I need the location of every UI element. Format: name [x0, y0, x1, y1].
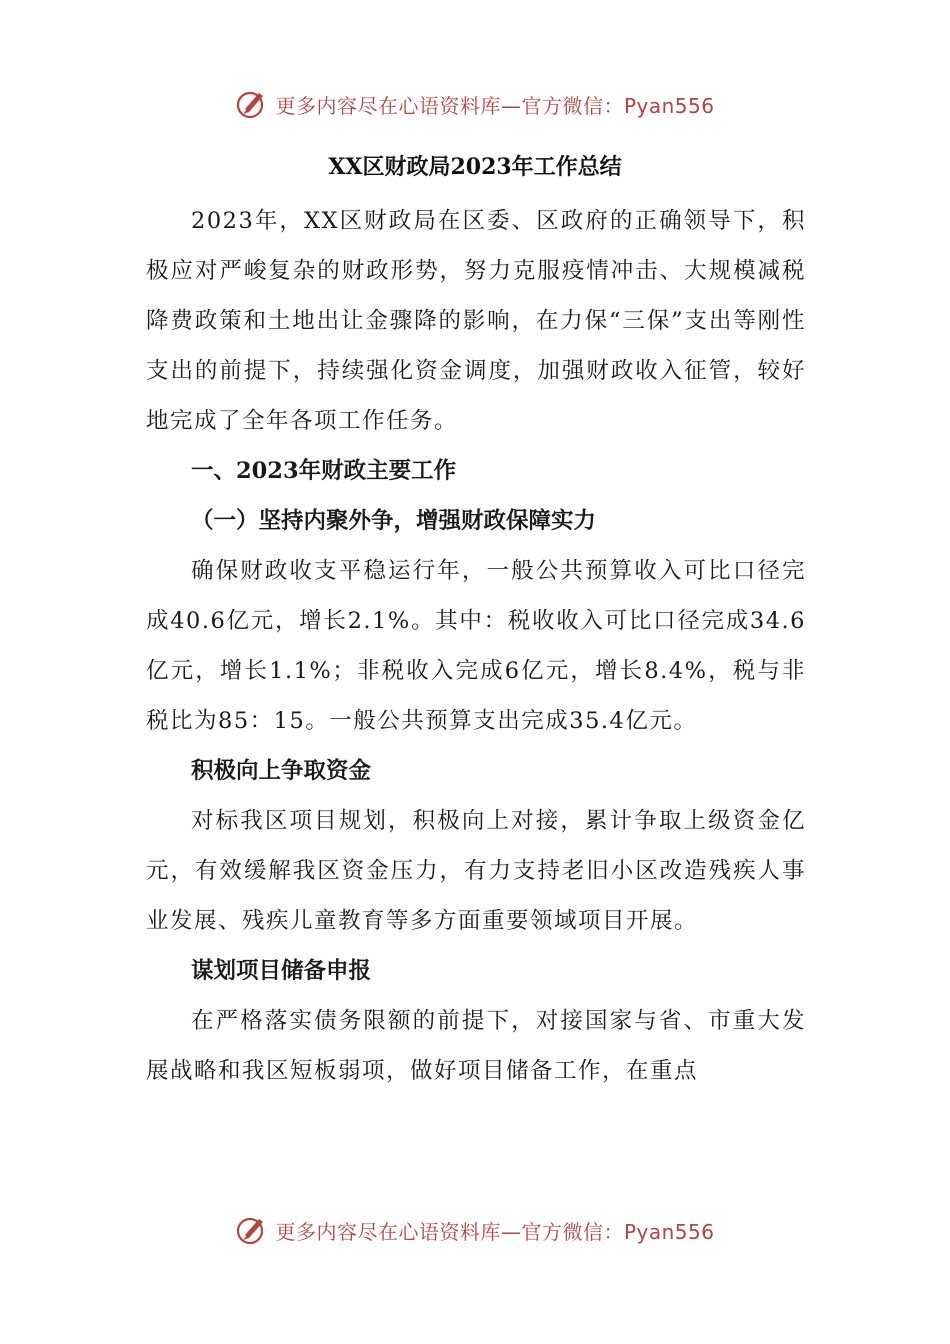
section-heading: 一、2023年财政主要工作 [191, 458, 457, 484]
footer-watermark-banner [0, 1210, 950, 1250]
paragraph: 在严格落实债务限额的前提下，对接国家与省、市重大发展战略和我区短板弱项，做好项目储备工作，在重点 [146, 1008, 806, 1084]
subsection-heading: 谋划项目储备申报 [191, 958, 372, 984]
watermark-text: 更多内容尽在心语资料库—官方微信：Pyan556 [275, 1219, 715, 1244]
header-watermark-banner [0, 84, 950, 124]
paragraph: 确保财政收支平稳运行年，一般公共预算收入可比口径完成40.6亿元，增长2.1%。其中：税收收入可比口径完成34.6亿元，增长1.1%；非税收入完成6亿元，增长8.4%，税与非税比为85：15。一般公共预算支出完成35.4亿元。 [146, 558, 806, 734]
subsection-heading: 积极向上争取资金 [191, 758, 372, 784]
subsection-heading: （一）坚持内聚外争，增强财政保障实力 [191, 508, 597, 534]
paragraph: 对标我区项目规划，积极向上对接，累计争取上级资金亿元，有效缓解我区资金压力，有力支持老旧小区改造残疾人事业发展、残疾儿童教育等多方面重要领域项目开展。 [146, 808, 806, 934]
pen-logo-icon [235, 1213, 269, 1247]
document-body [146, 196, 806, 1096]
pen-logo-icon [235, 87, 269, 121]
document-title: XX区财政局2023年工作总结 [328, 154, 622, 180]
paragraph: 2023年，XX区财政局在区委、区政府的正确领导下，积极应对严峻复杂的财政形势，努力克服疫情冲击、大规模减税降费政策和土地出让金骤降的影响，在力保“三保”支出等刚性支出的前提下，持续强化资金调度，加强财政收入征管，较好地完成了全年各项工作任务。 [146, 208, 806, 434]
watermark-text: 更多内容尽在心语资料库—官方微信：Pyan556 [275, 93, 715, 118]
